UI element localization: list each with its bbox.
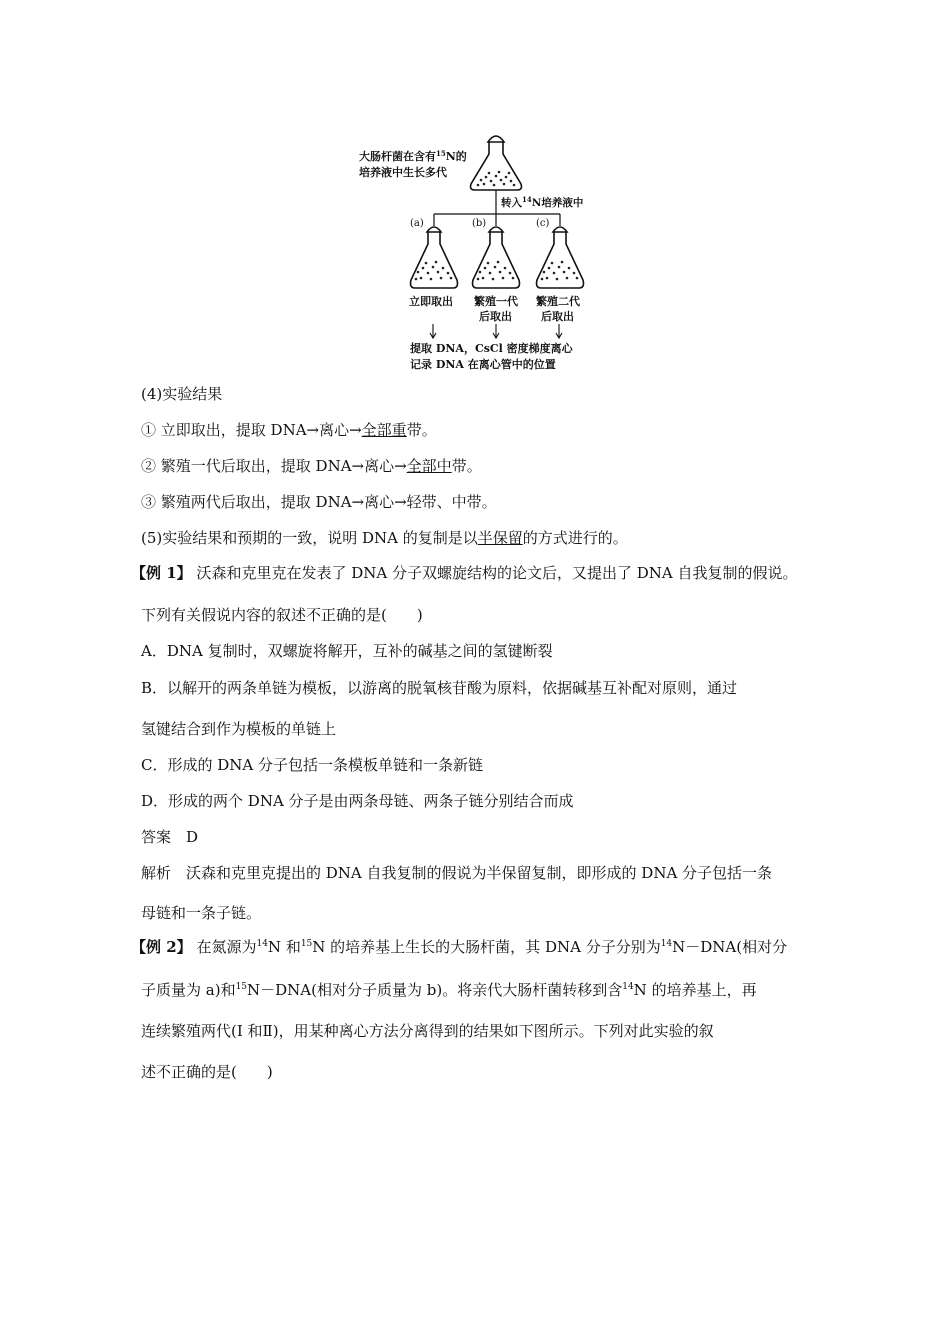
ex2-text-d: N－DNA(相对分 — [672, 938, 788, 956]
parent-flask — [471, 136, 522, 190]
ex2-text-g: N 的培养基上，再 — [633, 981, 757, 999]
result-1-end: 带。 — [406, 421, 437, 439]
example-2-line-1 — [131, 937, 787, 957]
ex2-text-e: 子质量为 a)和 — [141, 981, 236, 999]
result-1 — [141, 420, 437, 440]
conclusion-text: (5)实验结果和预期的一致，说明 DNA 的复制是以 — [141, 529, 478, 547]
result-1-text: ① 立即取出，提取 DNA→离心→ — [141, 421, 362, 439]
parent-flask-bacteria — [477, 171, 516, 187]
down-arrows — [430, 324, 562, 338]
example-1-analysis-2: 母链和一条子链。 — [141, 904, 262, 922]
ex2-text-f: N－DNA(相对分子质量为 b)。将亲代大肠杆菌转移到含 — [247, 981, 623, 999]
example-1-option-c: C．形成的 DNA 分子包括一条模板单链和一条新链 — [141, 756, 483, 774]
result-conclusion — [141, 528, 628, 548]
extract-label-2: 记录 DNA 在离心管中的位置 — [410, 358, 556, 371]
flask-experiment-diagram — [355, 122, 605, 372]
example-2-label: 【例 2】 — [131, 938, 192, 956]
example-2-line-2 — [141, 980, 757, 1000]
ex2-text-c: N 的培养基上生长的大肠杆菌，其 DNA 分子分别为 — [312, 938, 661, 956]
ex2-sup-15a: 15 — [300, 939, 313, 949]
example-1-option-b-1: B．以解开的两条单链为模板，以游离的脱氧核苷酸为原料，依据碱基互补配对原则，通过 — [141, 679, 738, 697]
example-1-option-a: A．DNA 复制时，双螺旋将解开，互补的碱基之间的氢键断裂 — [141, 642, 553, 660]
flask-b-caption-2: 后取出 — [479, 310, 512, 323]
flask-c-caption-1: 繁殖二代 — [536, 295, 580, 308]
result-2-answer: 全部中 — [406, 457, 452, 475]
flask-b-caption-1: 繁殖一代 — [474, 295, 518, 308]
example-2-line-3: 连续繁殖两代(Ⅰ 和Ⅱ)，用某种离心方法分离得到的结果如下图所示。下列对此实验的叙 — [141, 1022, 714, 1040]
example-2-line-4: 述不正确的是( ) — [141, 1063, 273, 1081]
example-1-answer: 答案 D — [141, 828, 199, 846]
example-1-option-d: D．形成的两个 DNA 分子是由两条母链、两条子链分别结合而成 — [141, 792, 574, 810]
flask-b-tag: (b) — [472, 218, 487, 229]
result-2 — [141, 456, 482, 476]
example-1-label: 【例 1】 — [131, 564, 192, 582]
result-2-end: 带。 — [451, 457, 482, 475]
ex2-sup-14a: 14 — [256, 939, 268, 949]
flask-bacteria — [415, 261, 579, 281]
example-1-stem-text: 沃森和克里克在发表了 DNA 分子双螺旋结构的论文后，又提出了 DNA 自我复制的假说。 — [196, 564, 798, 582]
example-1-option-b-2: 氢键结合到作为模板的单链上 — [141, 720, 337, 738]
parent-flask-label-2: 培养液中生长多代 — [359, 166, 447, 179]
example-1-stem-2: 下列有关假说内容的叙述不正确的是( ) — [141, 606, 423, 624]
transfer-label: 转入$^{14}$N培养液中 — [501, 195, 584, 209]
result-2-text: ② 繁殖一代后取出，提取 DNA→离心→ — [141, 457, 407, 475]
conclusion-end: 的方式进行的。 — [522, 529, 628, 547]
flask-c-tag: (c) — [536, 218, 550, 229]
ex2-sup-14c: 14 — [622, 982, 634, 992]
flask-c-caption-2: 后取出 — [541, 310, 574, 323]
result-1-answer: 全部重 — [361, 421, 407, 439]
conclusion-answer: 半保留 — [477, 529, 523, 547]
example-1-analysis-1: 解析 沃森和克里克提出的 DNA 自我复制的假说为半保留复制，即形成的 DNA 分子包括一条 — [141, 864, 773, 882]
parent-flask-label: 大肠杆菌在含有$^{15}$N的 — [359, 149, 467, 163]
ex2-text-a: 在氮源为 — [196, 938, 257, 956]
flask-a-caption: 立即取出 — [409, 295, 453, 308]
ex2-sup-14b: 14 — [660, 939, 673, 949]
result-3: ③ 繁殖两代后取出，提取 DNA→离心→轻带、中带。 — [141, 493, 497, 511]
results-heading: (4)实验结果 — [141, 385, 223, 403]
example-1-stem-1 — [131, 563, 798, 583]
ex2-sup-15b: 15 — [235, 982, 248, 992]
extract-label-1: 提取 DNA，CsCl 密度梯度离心 — [410, 342, 573, 355]
flask-a-tag: (a) — [410, 218, 424, 229]
ex2-text-b: N 和 — [267, 938, 301, 956]
